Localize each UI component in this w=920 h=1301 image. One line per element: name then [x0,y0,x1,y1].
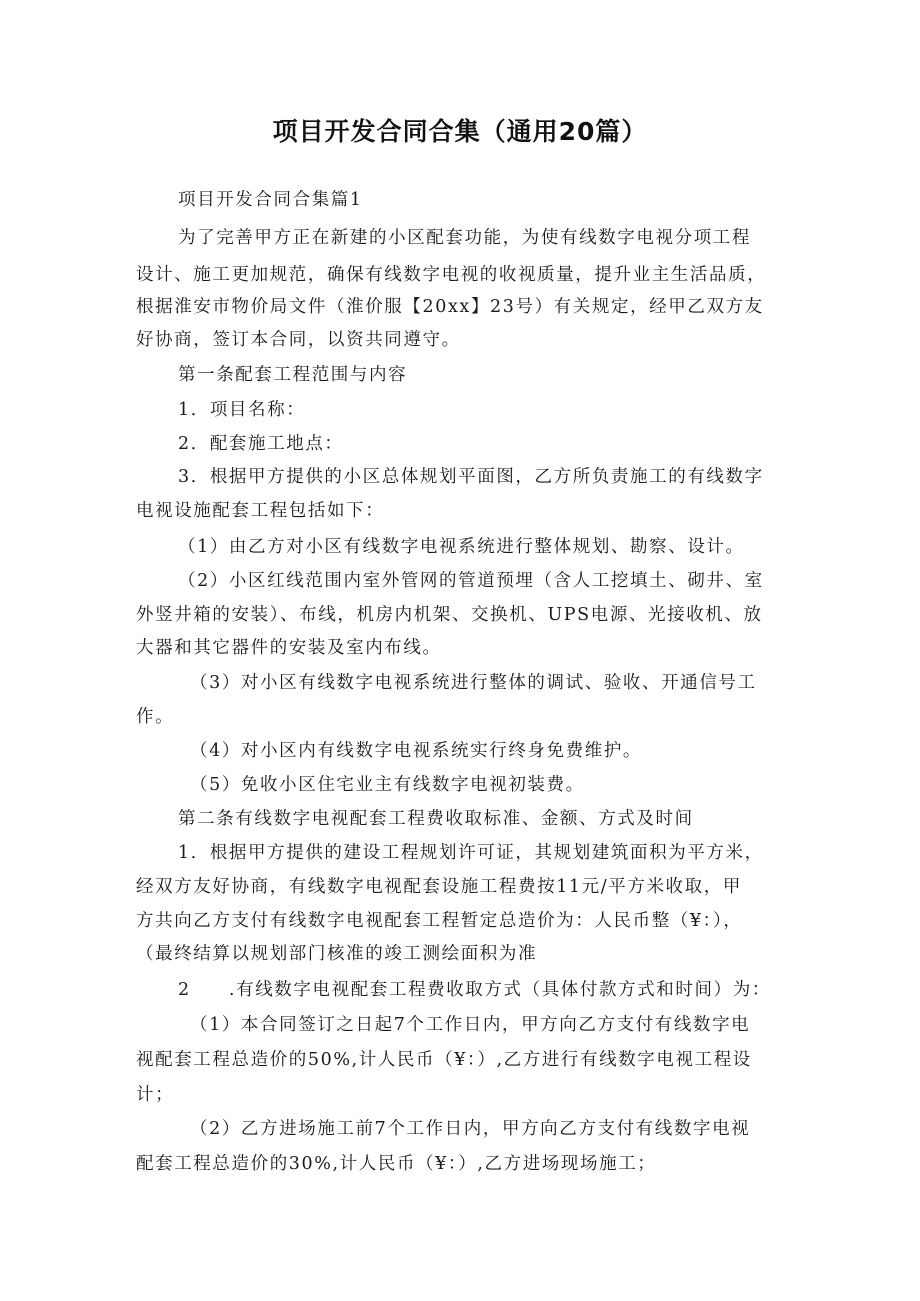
paragraph-line: 设计、施工更加规范，确保有线数字电视的收视质量，提升业主生活品质， [136,265,767,285]
list-item: （5）免收小区住宅业主有线数字电视初装费。 [190,775,585,795]
clause-line: 1．项目名称： [178,400,306,420]
article-heading: 第一条配套工程范围与内容 [178,365,408,385]
clause-line: 2 .有线数字电视配套工程费收取方式（具体付款方式和时间）为： [178,980,771,1000]
list-item: 视配套工程总造价的50%,计人民币（¥：）,乙方进行有线数字电视工程设 [136,1050,752,1070]
list-item: 大器和其它器件的安装及室内布线。 [136,638,442,658]
list-item: （2）小区红线范围内室外管网的管道预埋（含人工挖填土、砌井、室 [178,571,764,591]
list-item: 计； [136,1085,175,1105]
paragraph-line: 根据淮安市物价局文件（淮价服【20xx】23号）有关规定，经甲乙双方友 [136,297,764,317]
list-item: 作。 [136,707,175,727]
article-heading: 第二条有线数字电视配套工程费收取标准、金额、方式及时间 [178,809,694,829]
paragraph-line: 为了完善甲方正在新建的小区配套功能，为使有线数字电视分项工程 [178,228,751,248]
list-item: 外竖井箱的安装）、布线，机房内机架、交换机、UPS电源、光接收机、放 [136,605,763,625]
paragraph-line: 好协商，签订本合同，以资共同遵守。 [136,330,461,350]
section-heading: 项目开发合同合集篇1 [178,190,363,210]
list-item: （1）本合同签订之日起7个工作日内，甲方向乙方支付有线数字电 [190,1015,751,1035]
clause-line: （最终结算以规划部门核准的竣工测绘面积为准 [136,944,538,964]
clause-line: 方共向乙方支付有线数字电视配套工程暂定总造价为：人民币整（¥：）， [136,911,743,931]
clause-line: 3．根据甲方提供的小区总体规划平面图，乙方所负责施工的有线数字 [178,467,764,487]
list-item: （3）对小区有线数字电视系统进行整体的调试、验收、开通信号工 [190,673,757,693]
list-item: （4）对小区内有线数字电视系统实行终身免费维护。 [190,741,643,761]
list-item: （2）乙方进场施工前7个工作日内，甲方向乙方支付有线数字电视 [190,1119,751,1139]
clause-line: 1．根据甲方提供的建设工程规划许可证，其规划建筑面积为平方米， [178,843,764,863]
list-item: 配套工程总造价的30%,计人民币（¥：）,乙方进场现场施工； [136,1154,657,1174]
clause-line: 2．配套施工地点： [178,434,344,454]
clause-line: 经双方友好协商，有线数字电视配套设施工程费按11元/平方米收取，甲 [136,877,742,897]
document-title: 项目开发合同合集（通用20篇） [272,117,648,146]
clause-line: 电视设施配套工程包括如下： [136,501,385,521]
list-item: （1）由乙方对小区有线数字电视系统进行整体规划、勘察、设计。 [178,537,745,557]
